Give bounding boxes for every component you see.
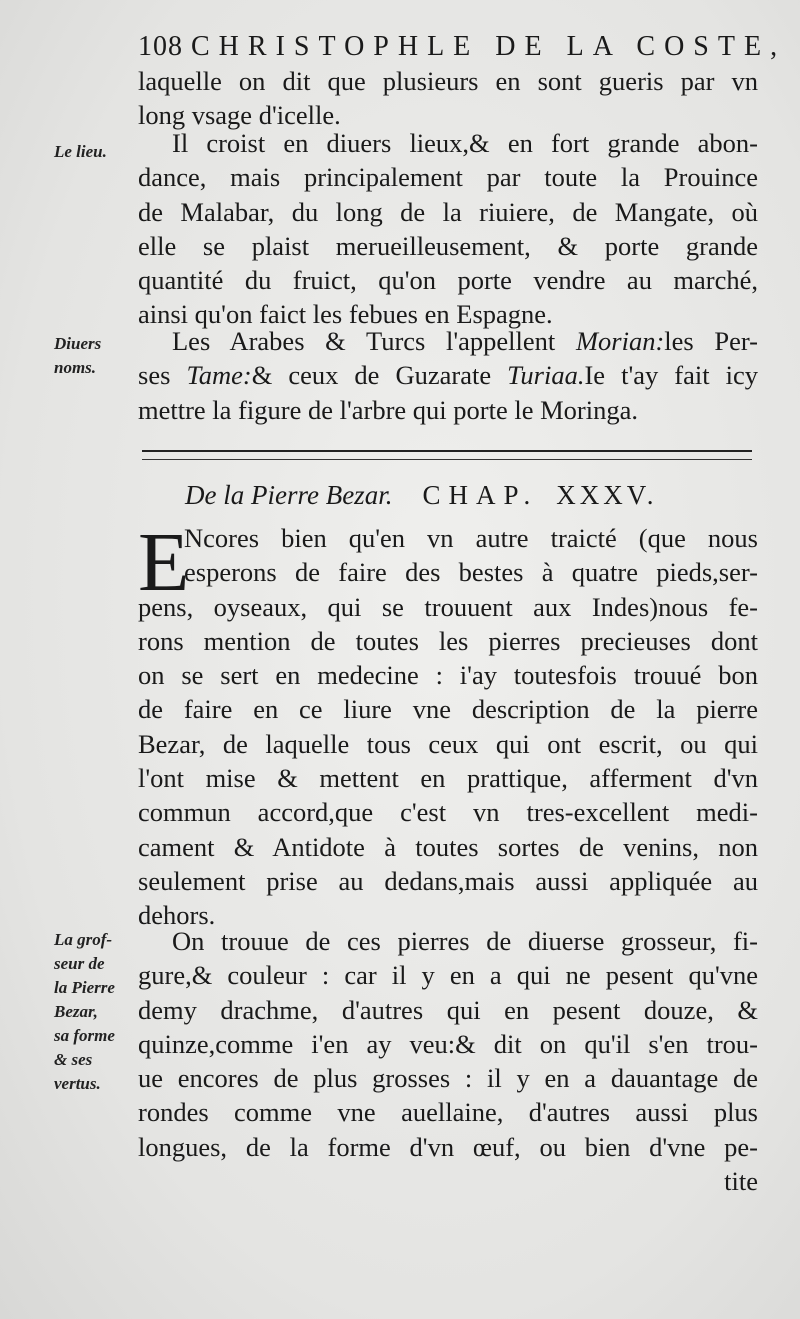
text-line: Ncores bien qu'en vn autre traicté (que nous xyxy=(184,523,758,553)
drop-initial: E xyxy=(138,516,190,609)
text-segment: & ceux de Guzarate xyxy=(251,360,508,391)
paragraph-noms xyxy=(138,324,758,427)
margin-note-noms xyxy=(54,332,146,380)
text-line: ainsi qu'on faict les febues en Espagne. xyxy=(138,299,553,330)
section-divider xyxy=(142,450,752,460)
text-line: pens, oyseaux, qui se trouuent aux Indes)nous fe- xyxy=(138,591,758,622)
text-segment-italic: Morian: xyxy=(575,326,665,356)
running-header xyxy=(138,30,787,64)
margin-note-line: sa forme xyxy=(54,1026,115,1045)
text-segment-italic: Tame: xyxy=(186,360,252,391)
running-title: CHRISTOPHLE DE LA COSTE, xyxy=(191,31,787,62)
text-segment: Ie t'ay fait icy xyxy=(584,360,758,391)
text-line: de faire en ce liure vne description de la pierre xyxy=(138,694,758,725)
chapter-heading xyxy=(185,478,745,512)
text-segment: Les Arabes & Turcs l'appellent xyxy=(172,326,576,356)
margin-note-lieu: Le lieu. xyxy=(54,142,107,161)
text-segment: ses xyxy=(138,360,187,391)
paragraph-lieu xyxy=(138,126,758,332)
margin-note-line: noms. xyxy=(54,358,97,377)
text-line: mettre la figure de l'arbre qui porte le Moringa. xyxy=(138,394,638,425)
text-line: elle se plaist merueilleusement, & porte grande xyxy=(138,230,758,261)
margin-note-line: Bezar, xyxy=(54,1002,98,1021)
text-line: rons mention de toutes les pierres precieuses dont xyxy=(138,625,758,656)
chapter-number: XXXV. xyxy=(556,480,658,510)
margin-note-line: la Pierre xyxy=(54,978,115,997)
text-line: dance, mais principalement par toute la Prouince xyxy=(138,162,758,193)
text-line: quantité du fruict, qu'on porte vendre au marché, xyxy=(138,265,758,296)
text-line xyxy=(138,324,758,358)
text-line: dehors. xyxy=(138,900,216,931)
margin-note-line: vertus. xyxy=(54,1074,101,1093)
margin-note-line: seur de xyxy=(54,954,105,973)
text-line: commun accord,que c'est vn tres-excellent medi- xyxy=(138,797,758,828)
text-line: esperons de faire des bestes à quatre pieds,ser- xyxy=(184,557,758,588)
catchword: tite xyxy=(724,1166,758,1197)
text-line: de Malabar, du long de la riuiere, de Mangate, où xyxy=(138,196,758,227)
text-line: long vsage d'icelle. xyxy=(138,100,341,131)
page-number: 108 xyxy=(138,31,183,62)
text-line: laquelle on dit que plusieurs en sont gueris par vn xyxy=(138,66,758,96)
text-line: quinze,comme i'en ay veu:& dit on qu'il s'en trou- xyxy=(138,1028,758,1059)
text-line: On trouue de ces pierres de diuerse grosseur, fi- xyxy=(172,926,758,956)
text-line: gure,& couleur : car il y en a qui ne pesent qu'vne xyxy=(138,960,758,991)
text-line: demy drachme, d'autres qui en pesent douze, & xyxy=(138,994,758,1025)
text-line xyxy=(138,358,758,392)
text-line: Bezar, de laquelle tous ceux qui ont escrit, ou qui xyxy=(138,728,758,759)
margin-note-line: Diuers xyxy=(54,334,102,353)
text-line: cament & Antidote à toutes sortes de venins, non xyxy=(138,831,758,862)
text-segment: les Per- xyxy=(664,326,758,356)
text-line: l'ont mise & mettent en prattique, afferment d'vn xyxy=(138,763,758,794)
margin-note-grosseur xyxy=(54,928,146,1096)
text-line: longues, de la forme d'vn œuf, ou bien d'vne pe- xyxy=(138,1131,758,1162)
text-line: seulement prise au dedans,mais aussi appliquée au xyxy=(138,865,758,896)
text-line: Il croist en diuers lieux,& en fort grande abon- xyxy=(172,128,758,158)
text-line: on se sert en medecine : i'ay toutesfois trouué bon xyxy=(138,660,758,691)
margin-note-line: & ses xyxy=(54,1050,93,1069)
chapter-title: De la Pierre Bezar. xyxy=(185,480,393,510)
text-line: ue encores de plus grosses : il y en a dauantage de xyxy=(138,1063,758,1094)
paragraph-pierre-bezar xyxy=(138,516,758,933)
paragraph-grosseur xyxy=(138,924,758,1198)
chapter-label: CHAP. xyxy=(422,480,539,510)
text-segment-italic: Turiaa. xyxy=(507,360,585,391)
margin-note-line: La grof- xyxy=(54,930,113,949)
text-line: rondes comme vne auellaine, d'autres aussi plus xyxy=(138,1097,758,1128)
paragraph-continuation xyxy=(138,64,758,133)
